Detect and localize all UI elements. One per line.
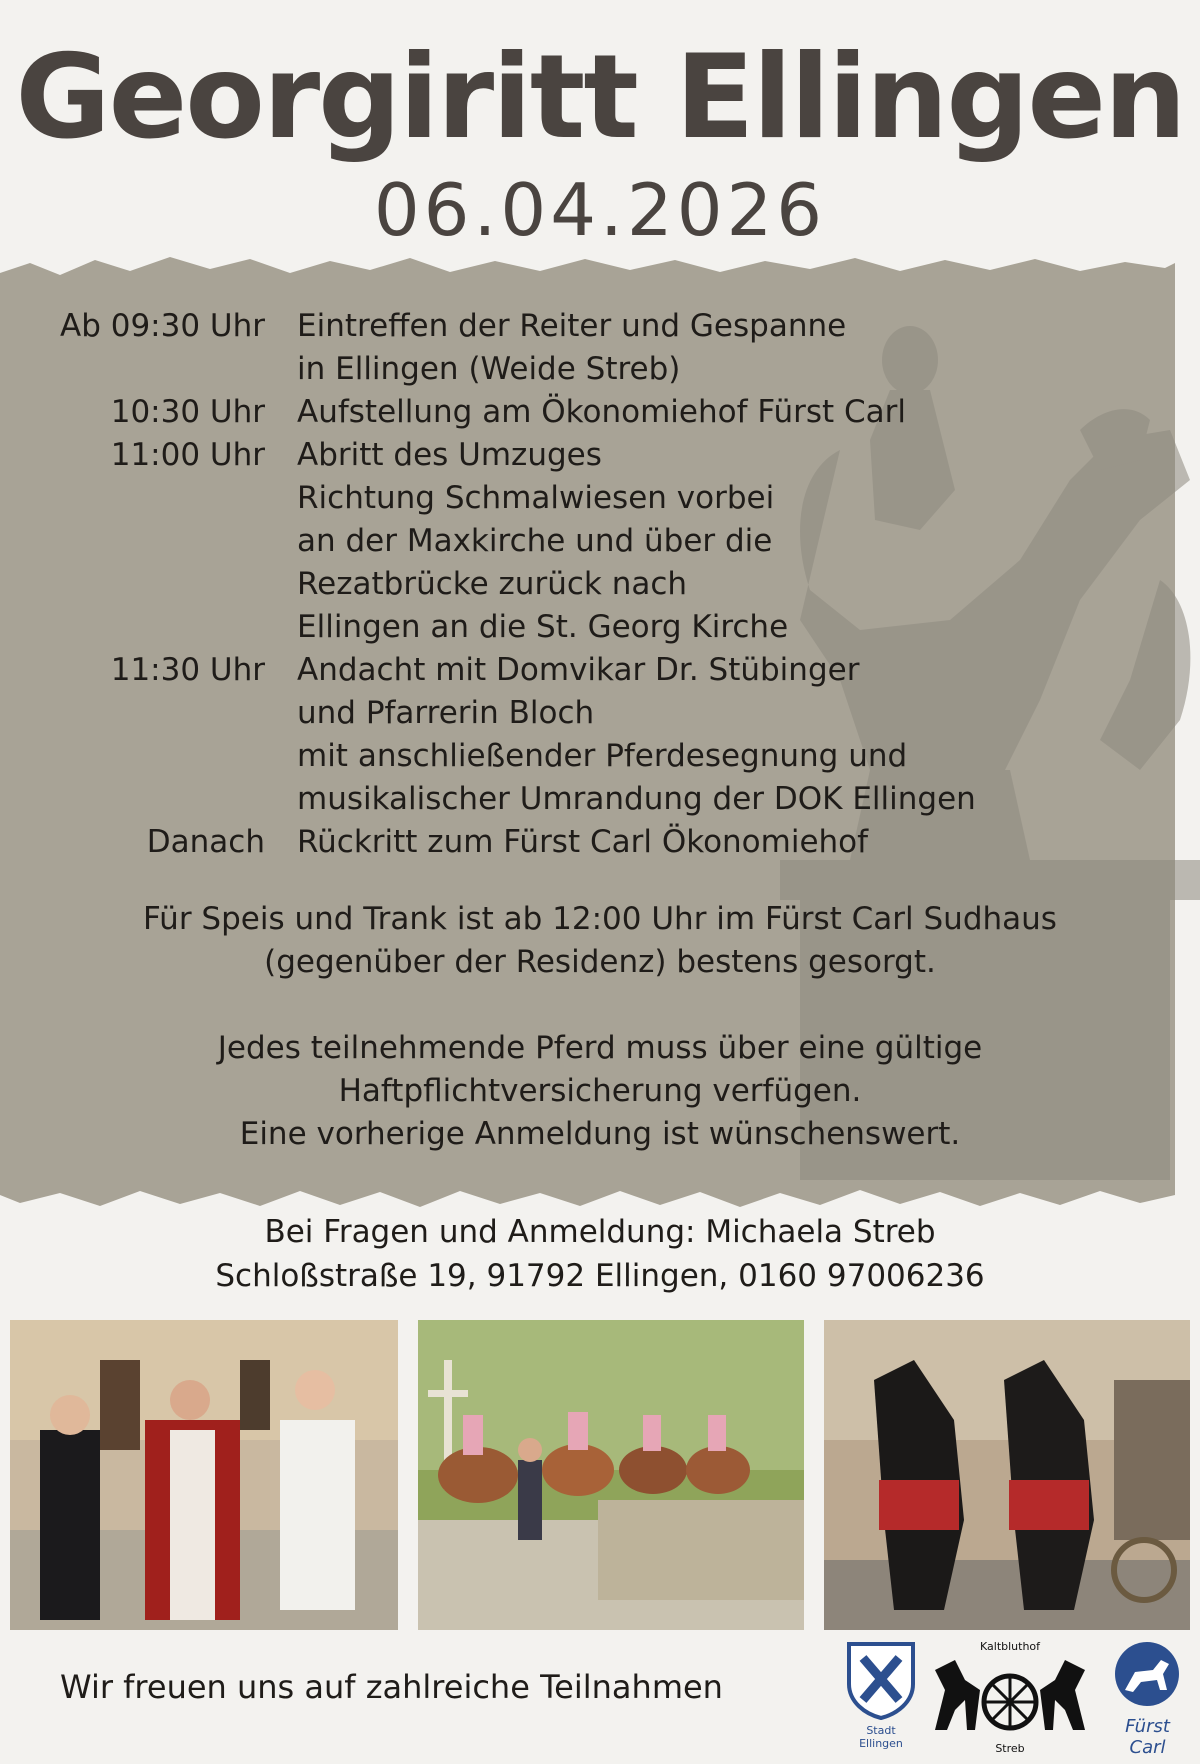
- schedule-line: Aufstellung am Ökonomiehof Fürst Carl: [297, 394, 907, 430]
- horse-note-line: Jedes teilnehmende Pferd muss über eine gültige: [217, 1030, 983, 1066]
- food-note-line: Für Speis und Trank ist ab 12:00 Uhr im Fürst Carl Sudhaus: [143, 901, 1057, 937]
- contact-line: Bei Fragen und Anmeldung: Michaela Streb: [264, 1214, 936, 1250]
- closing-text: Wir freuen uns auf zahlreiche Teilnahmen: [60, 1668, 723, 1706]
- schedule-line: mit anschließender Pferdesegnung und: [297, 738, 908, 774]
- schedule-line: in Ellingen (Weide Streb): [297, 351, 681, 387]
- schedule-line: musikalischer Umrandung der DOK Ellingen: [297, 781, 976, 817]
- photo-riders: [418, 1320, 804, 1630]
- schedule-description: [297, 649, 1057, 821]
- contact-info: [0, 1210, 1200, 1298]
- schedule-line: Ellingen an die St. Georg Kirche: [297, 609, 789, 645]
- schedule-time: Danach: [146, 824, 265, 860]
- food-note-line: (gegenüber der Residenz) bestens gesorgt.: [264, 944, 936, 980]
- schedule-line: Rezatbrücke zurück nach: [297, 566, 688, 602]
- photo-carriage: [824, 1320, 1190, 1630]
- fuerst-carl-logo: [1105, 1640, 1190, 1758]
- schedule-description: [297, 434, 1057, 649]
- schedule-line: Eintreffen der Reiter und Gespanne: [297, 308, 847, 344]
- kaltbluthof-label: Kaltbluthof: [980, 1640, 1041, 1653]
- schedule-time: 11:00 Uhr: [110, 437, 265, 473]
- schedule-line: und Pfarrerin Bloch: [297, 695, 595, 731]
- horse-note-line: Eine vorherige Anmeldung ist wünschenswert.: [239, 1116, 961, 1152]
- fuerst-carl-label: Fürst Carl: [1125, 1716, 1170, 1758]
- schedule-description: [297, 821, 1057, 864]
- poster-title: Georgiritt Ellingen: [15, 30, 1185, 165]
- schedule-time: Ab 09:30 Uhr: [59, 308, 265, 344]
- schedule-line: Richtung Schmalwiesen vorbei: [297, 480, 775, 516]
- schedule-time: 11:30 Uhr: [110, 652, 265, 688]
- schedule-line: Rückritt zum Fürst Carl Ökonomiehof: [297, 824, 869, 860]
- event-date: 06.04.2026: [373, 168, 827, 252]
- streb-label: Streb: [995, 1742, 1025, 1755]
- schedule-time: 10:30 Uhr: [110, 394, 265, 430]
- schedule-description: [297, 305, 1057, 391]
- schedule-line: Andacht mit Domvikar Dr. Stübinger: [297, 652, 860, 688]
- schedule-line: Abritt des Umzuges: [297, 437, 602, 473]
- horse-note-line: Haftpflichtversicherung verfügen.: [338, 1073, 862, 1109]
- kaltbluthof-streb-logo: [925, 1640, 1095, 1760]
- stadt-ellingen-logo: [845, 1640, 917, 1750]
- horse-note: [0, 1027, 1200, 1156]
- schedule-description: [297, 391, 1057, 434]
- schedule-line: an der Maxkirche und über die: [297, 523, 773, 559]
- food-note: [0, 898, 1200, 984]
- contact-line: Schloßstraße 19, 91792 Ellingen, 0160 97006236: [215, 1258, 985, 1294]
- photo-clergy: [10, 1320, 398, 1630]
- stadt-ellingen-label: Stadt Ellingen: [859, 1724, 903, 1750]
